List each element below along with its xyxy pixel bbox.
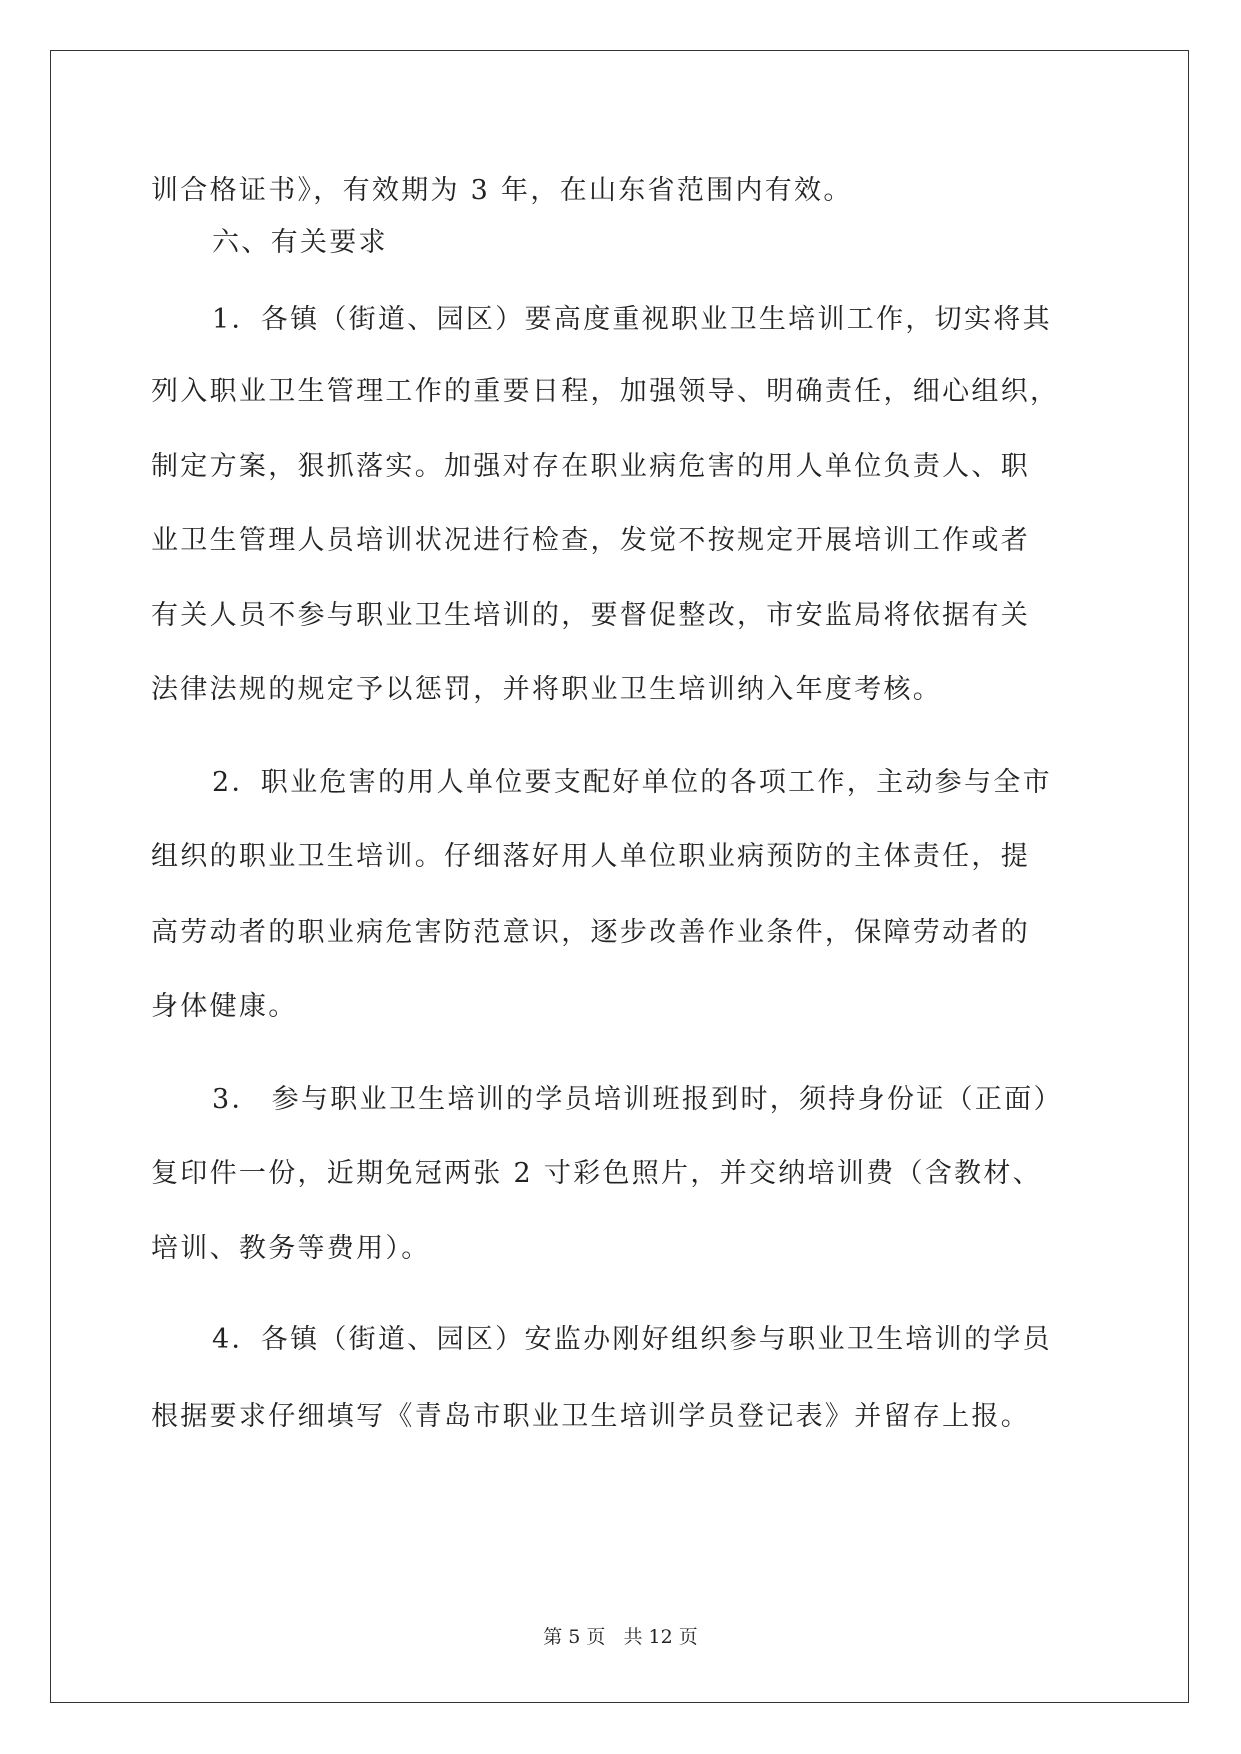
text-line: 有关人员不参与职业卫生培训的，要督促整改，市安监局将依据有关 [151,600,1030,631]
text-line: 根据要求仔细填写《青岛市职业卫生培训学员登记表》并留存上报。 [151,1401,1030,1432]
current-page-number: 第 5 页 [543,1626,606,1648]
page-border [50,50,1189,1703]
text-line: 身体健康。 [151,991,298,1022]
page-footer [0,1622,1241,1649]
text-line: 法律法规的规定予以惩罚，并将职业卫生培训纳入年度考核。 [151,674,943,705]
total-pages: 共 12 页 [623,1626,698,1648]
text-line: 高劳动者的职业病危害防范意识，逐步改善作业条件，保障劳动者的 [151,917,1030,948]
text-line: 3． 参与职业卫生培训的学员培训班报到时，须持身份证（正面） [212,1084,1063,1115]
text-line: 列入职业卫生管理工作的重要日程，加强领导、明确责任，细心组织， [151,376,1060,407]
section-heading: 六、有关要求 [212,227,388,258]
text-line: 复印件一份，近期免冠两张 2 寸彩色照片，并交纳培训费（含教材、 [151,1158,1042,1189]
text-line: 制定方案，狠抓落实。加强对存在职业病危害的用人单位负责人、职 [151,451,1030,482]
text-line: 组织的职业卫生培训。仔细落好用人单位职业病预防的主体责任，提 [151,841,1030,872]
text-line: 培训、教务等费用）。 [151,1233,431,1264]
text-line: 4．各镇（街道、园区）安监办刚好组织参与职业卫生培训的学员 [212,1324,1052,1355]
text-line: 2．职业危害的用人单位要支配好单位的各项工作，主动参与全市 [212,767,1052,798]
text-line: 1．各镇（街道、园区）要高度重视职业卫生培训工作，切实将其 [212,304,1052,335]
text-line: 业卫生管理人员培训状况进行检查，发觉不按规定开展培训工作或者 [151,525,1030,556]
text-line: 训合格证书》，有效期为 3 年，在山东省范围内有效。 [151,175,853,206]
